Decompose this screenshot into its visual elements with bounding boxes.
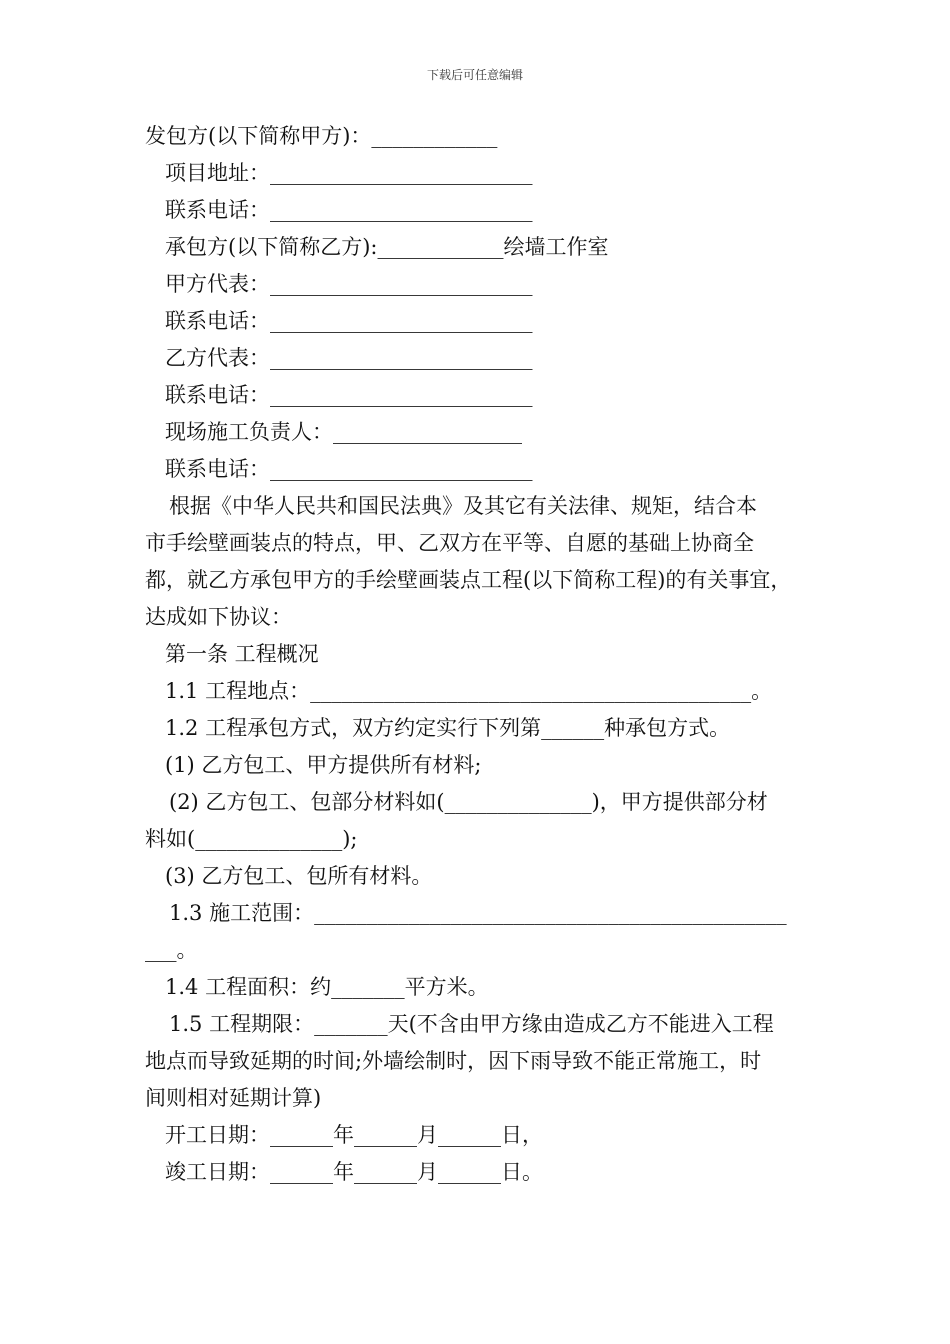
page-header: 下载后可任意编辑 (426, 68, 523, 82)
site-manager-line: 现场施工负责人：__________________ (165, 420, 522, 444)
contact-phone-line: 联系电话：_________________________ (165, 383, 533, 407)
contract-body (145, 118, 835, 1191)
clause-1-5: 1.5 工程期限：_______天(不含由甲方缘由造成乙方不能进入工程 (169, 1012, 774, 1036)
preamble-line: 根据《中华人民共和国民法典》及其它有关法律、规矩，结合本 (169, 494, 757, 518)
start-date-line: 开工日期：______年______月______日， (165, 1123, 543, 1147)
party-b-line: 承包方(以下简称乙方):____________绘墙工作室 (165, 235, 609, 259)
party-a-line: 发包方(以下简称甲方)：____________ (145, 124, 498, 148)
party-b-rep-line: 乙方代表：_________________________ (165, 346, 533, 370)
article-heading: 第一条 工程概况 (165, 642, 319, 666)
contact-phone-line: 联系电话：_________________________ (165, 309, 533, 333)
completion-date-line: 竣工日期：______年______月______日。 (165, 1160, 543, 1184)
clause-1-5-cont: 间则相对延期计算) (145, 1086, 322, 1110)
clause-option-3: (3) 乙方包工、包所有材料。 (165, 864, 433, 888)
clause-1-3: 1.3 施工范围：_____________________________________________ (169, 901, 787, 925)
preamble-line: 都，就乙方承包甲方的手绘壁画装点工程(以下简称工程)的有关事宜， (145, 568, 792, 592)
clause-1-3-cont: ___。 (145, 938, 198, 962)
clause-1-1: 1.1 工程地点：__________________________________________。 (165, 679, 773, 703)
preamble-line: 达成如下协议： (145, 605, 292, 629)
clause-option-2: (2) 乙方包工、包部分材料如(______________)，甲方提供部分材 (169, 790, 768, 814)
clause-option-1: (1) 乙方包工、甲方提供所有材料; (165, 753, 482, 777)
clause-1-2: 1.2 工程承包方式，双方约定实行下列第______种承包方式。 (165, 716, 731, 740)
preamble-line: 市手绘壁画装点的特点，甲、乙双方在平等、自愿的基础上协商全 (145, 531, 754, 555)
clause-1-5-cont: 地点而导致延期的时间;外墙绘制时，因下雨导致不能正常施工，时 (145, 1049, 762, 1073)
clause-1-4: 1.4 工程面积：约_______平方米。 (165, 975, 489, 999)
project-address-line: 项目地址：_________________________ (165, 161, 533, 185)
contact-phone-line: 联系电话：_________________________ (165, 457, 533, 481)
party-a-rep-line: 甲方代表：_________________________ (165, 272, 533, 296)
contact-phone-line: 联系电话：_________________________ (165, 198, 533, 222)
clause-option-2-cont: 料如(______________); (145, 827, 358, 851)
